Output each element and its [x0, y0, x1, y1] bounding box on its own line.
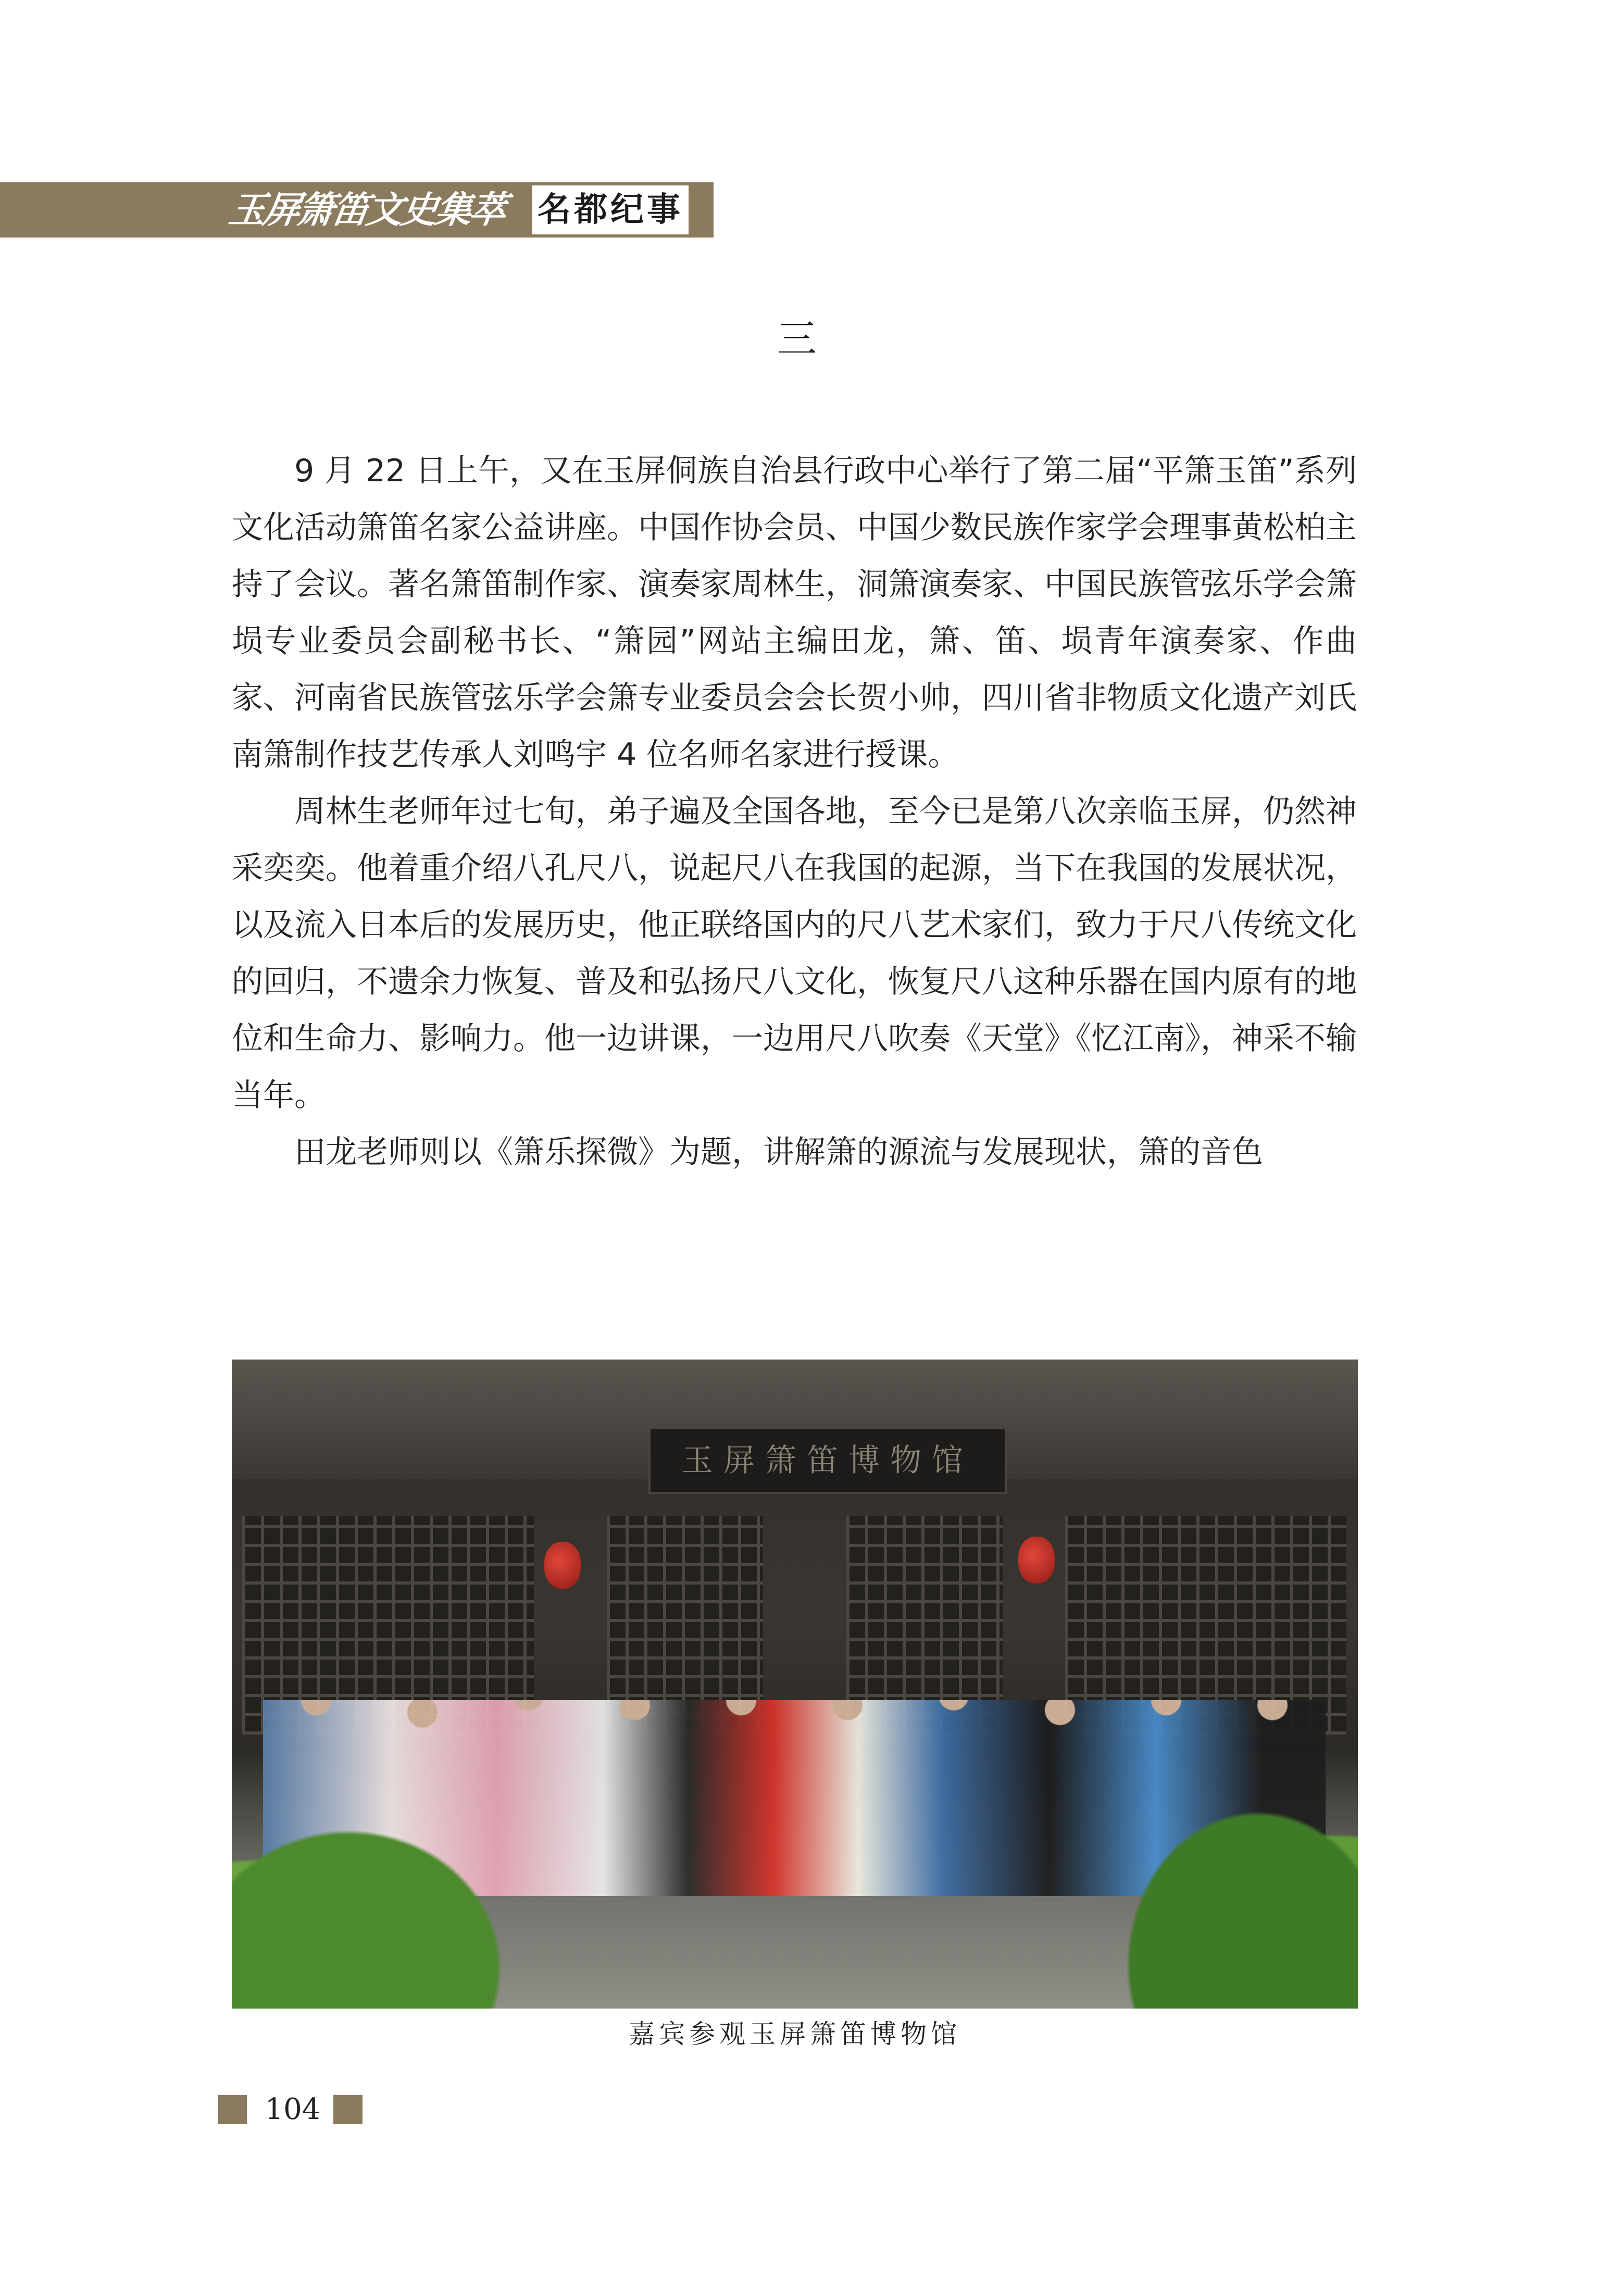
page-marker-left: [218, 2095, 247, 2124]
page-marker-right: [333, 2095, 363, 2124]
series-title: 玉屏箫笛文史集萃: [226, 188, 507, 231]
paragraph: 周林生老师年过七旬，弟子遍及全国各地，至今已是第八次亲临玉屏，仍然神采奕奕。他着重介绍八孔尺八，说起尺八在我国的起源，当下在我国的发展状况，以及流入日本后的发展历史，他正联络国内的尺八艺术家们，致力于尺八传统文化的回归，不遗余力恢复、普及和弘扬尺八文化，恢复尺八这种乐器在国内原有的地位和生命力、影响力。他一边讲课，一边用尺八吹奏《天堂》《忆江南》，神采不输当年。: [232, 793, 1357, 1114]
lantern-icon: [1018, 1537, 1055, 1584]
group-photo: [232, 1360, 1358, 2009]
photo-caption: 嘉宾参观玉屏箫笛博物馆: [629, 2019, 961, 2049]
section-tag: 名都纪事: [532, 185, 689, 234]
body-text: [232, 443, 1357, 1181]
photo-plants-right: [1108, 1790, 1358, 2009]
paragraph: 9 月 22 日上午，又在玉屏侗族自治县行政中心举行了第二届“平箫玉笛”系列文化活动箫笛名家公益讲座。中国作协会员、中国少数民族作家学会理事黄松柏主持了会议。著名箫笛制作家、演奏家周林生，洞箫演奏家、中国民族管弦乐学会箫埙专业委员会副秘书长、“箫园”网站主编田龙，箫、笛、埙青年演奏家、作曲家、河南省民族管弦乐学会箫专业委员会会长贺小帅，四川省非物质文化遗产刘氏南箫制作技艺传承人刘鸣宇 4 位名师名家进行授课。: [232, 453, 1357, 773]
photo-sign-text: 玉屏箫笛博物馆: [682, 1442, 973, 1479]
section-number: 三: [777, 316, 817, 362]
page-number: 104: [265, 2092, 321, 2126]
lantern-icon: [544, 1542, 581, 1589]
photo-museum-sign: [648, 1427, 1007, 1494]
header-band-end: [693, 185, 714, 234]
paragraph: 田龙老师则以《箫乐探微》为题，讲解箫的源流与发展现状，箫的音色: [294, 1134, 1263, 1170]
photo-plants-left: [232, 1811, 523, 2009]
